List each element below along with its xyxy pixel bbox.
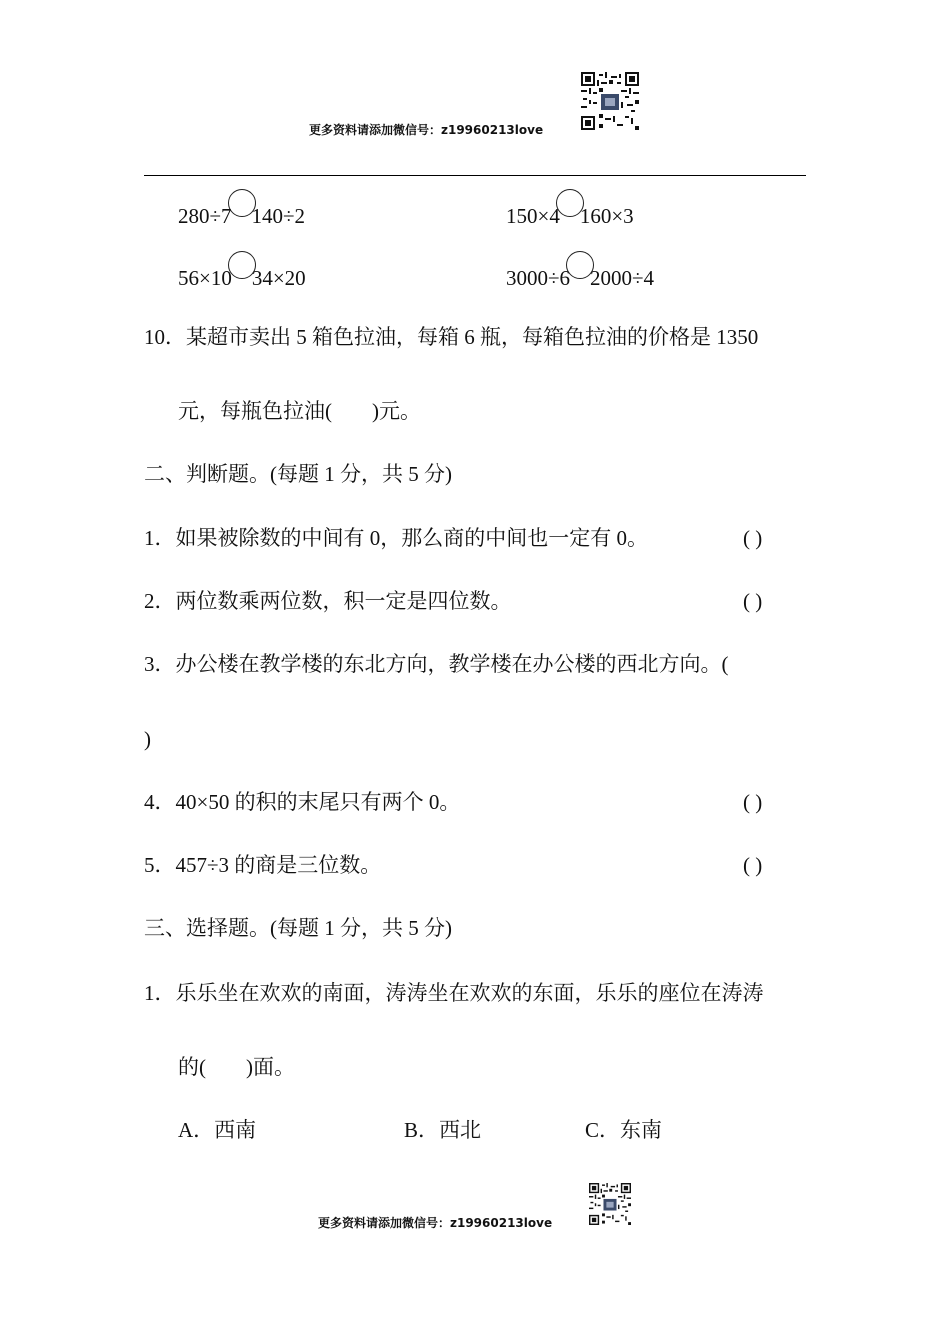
- tf-answer-blank-2[interactable]: ( ): [743, 589, 763, 613]
- compare-row2-left: [178, 261, 306, 291]
- tf-item-4: 4．40×50 的积的末尾只有两个 0。: [144, 790, 461, 814]
- expr: 3000÷6: [506, 266, 571, 290]
- footer-qr-code-icon: [589, 1183, 631, 1225]
- mc-q1-line2-b: )面。: [246, 1055, 295, 1079]
- q10-line2-b: )元。: [372, 399, 421, 423]
- header-divider: [144, 175, 806, 176]
- q10-line2: [178, 398, 421, 424]
- tf-item-1: 1．如果被除数的中间有 0，那么商的中间也一定有 0。: [144, 526, 648, 550]
- expr: 160×3: [579, 204, 634, 228]
- section2-title: 二、判断题。(每题 1 分，共 5 分): [144, 462, 452, 486]
- compare-answer-circle[interactable]: [228, 251, 256, 279]
- mc-option-c[interactable]: C．东南: [585, 1118, 663, 1142]
- expr: 56×10: [178, 266, 232, 290]
- tf-answer-blank-5[interactable]: ( ): [743, 853, 763, 877]
- header-qr-code-icon: [581, 72, 639, 130]
- q10-line2-a: 元，每瓶色拉油(: [178, 399, 332, 423]
- footer-contact-text: 更多资料请添加微信号：z19960213love: [318, 1216, 553, 1230]
- tf-item-5: 5．457÷3 的商是三位数。: [144, 853, 382, 877]
- compare-row1-left: [178, 199, 305, 229]
- tf-item-2: 2．两位数乘两位数，积一定是四位数。: [144, 589, 512, 613]
- tf-item-3: 3．办公楼在教学楼的东北方向，教学楼在办公楼的西北方向。(: [144, 652, 729, 676]
- expr: 34×20: [251, 266, 306, 290]
- compare-row2-right: [506, 261, 654, 291]
- q10-line1: 10．某超市卖出 5 箱色拉油，每箱 6 瓶，每箱色拉油的价格是 1350: [144, 325, 759, 349]
- compare-answer-circle[interactable]: [228, 189, 256, 217]
- mc-q1-line1: 1．乐乐坐在欢欢的南面，涛涛坐在欢欢的东面，乐乐的座位在涛涛: [144, 981, 764, 1005]
- expr: 140÷2: [251, 204, 306, 228]
- section3-title: 三、选择题。(每题 1 分，共 5 分): [144, 916, 452, 940]
- mc-q1-line2: [178, 1054, 295, 1080]
- mc-option-b[interactable]: B．西北: [404, 1118, 482, 1142]
- header-contact-text: 更多资料请添加微信号：z19960213love: [309, 123, 544, 137]
- tf-answer-blank-1[interactable]: ( ): [743, 526, 763, 550]
- mc-option-a[interactable]: A．西南: [178, 1118, 257, 1142]
- compare-row1-right: [506, 199, 634, 229]
- expr: 150×4: [506, 204, 560, 228]
- compare-answer-circle[interactable]: [556, 189, 584, 217]
- mc-q1-line2-a: 的(: [178, 1055, 206, 1079]
- expr: 2000÷4: [590, 266, 655, 290]
- tf-answer-blank-3[interactable]: ): [144, 727, 151, 751]
- expr: 280÷7: [178, 204, 232, 228]
- compare-answer-circle[interactable]: [566, 251, 594, 279]
- tf-answer-blank-4[interactable]: ( ): [743, 790, 763, 814]
